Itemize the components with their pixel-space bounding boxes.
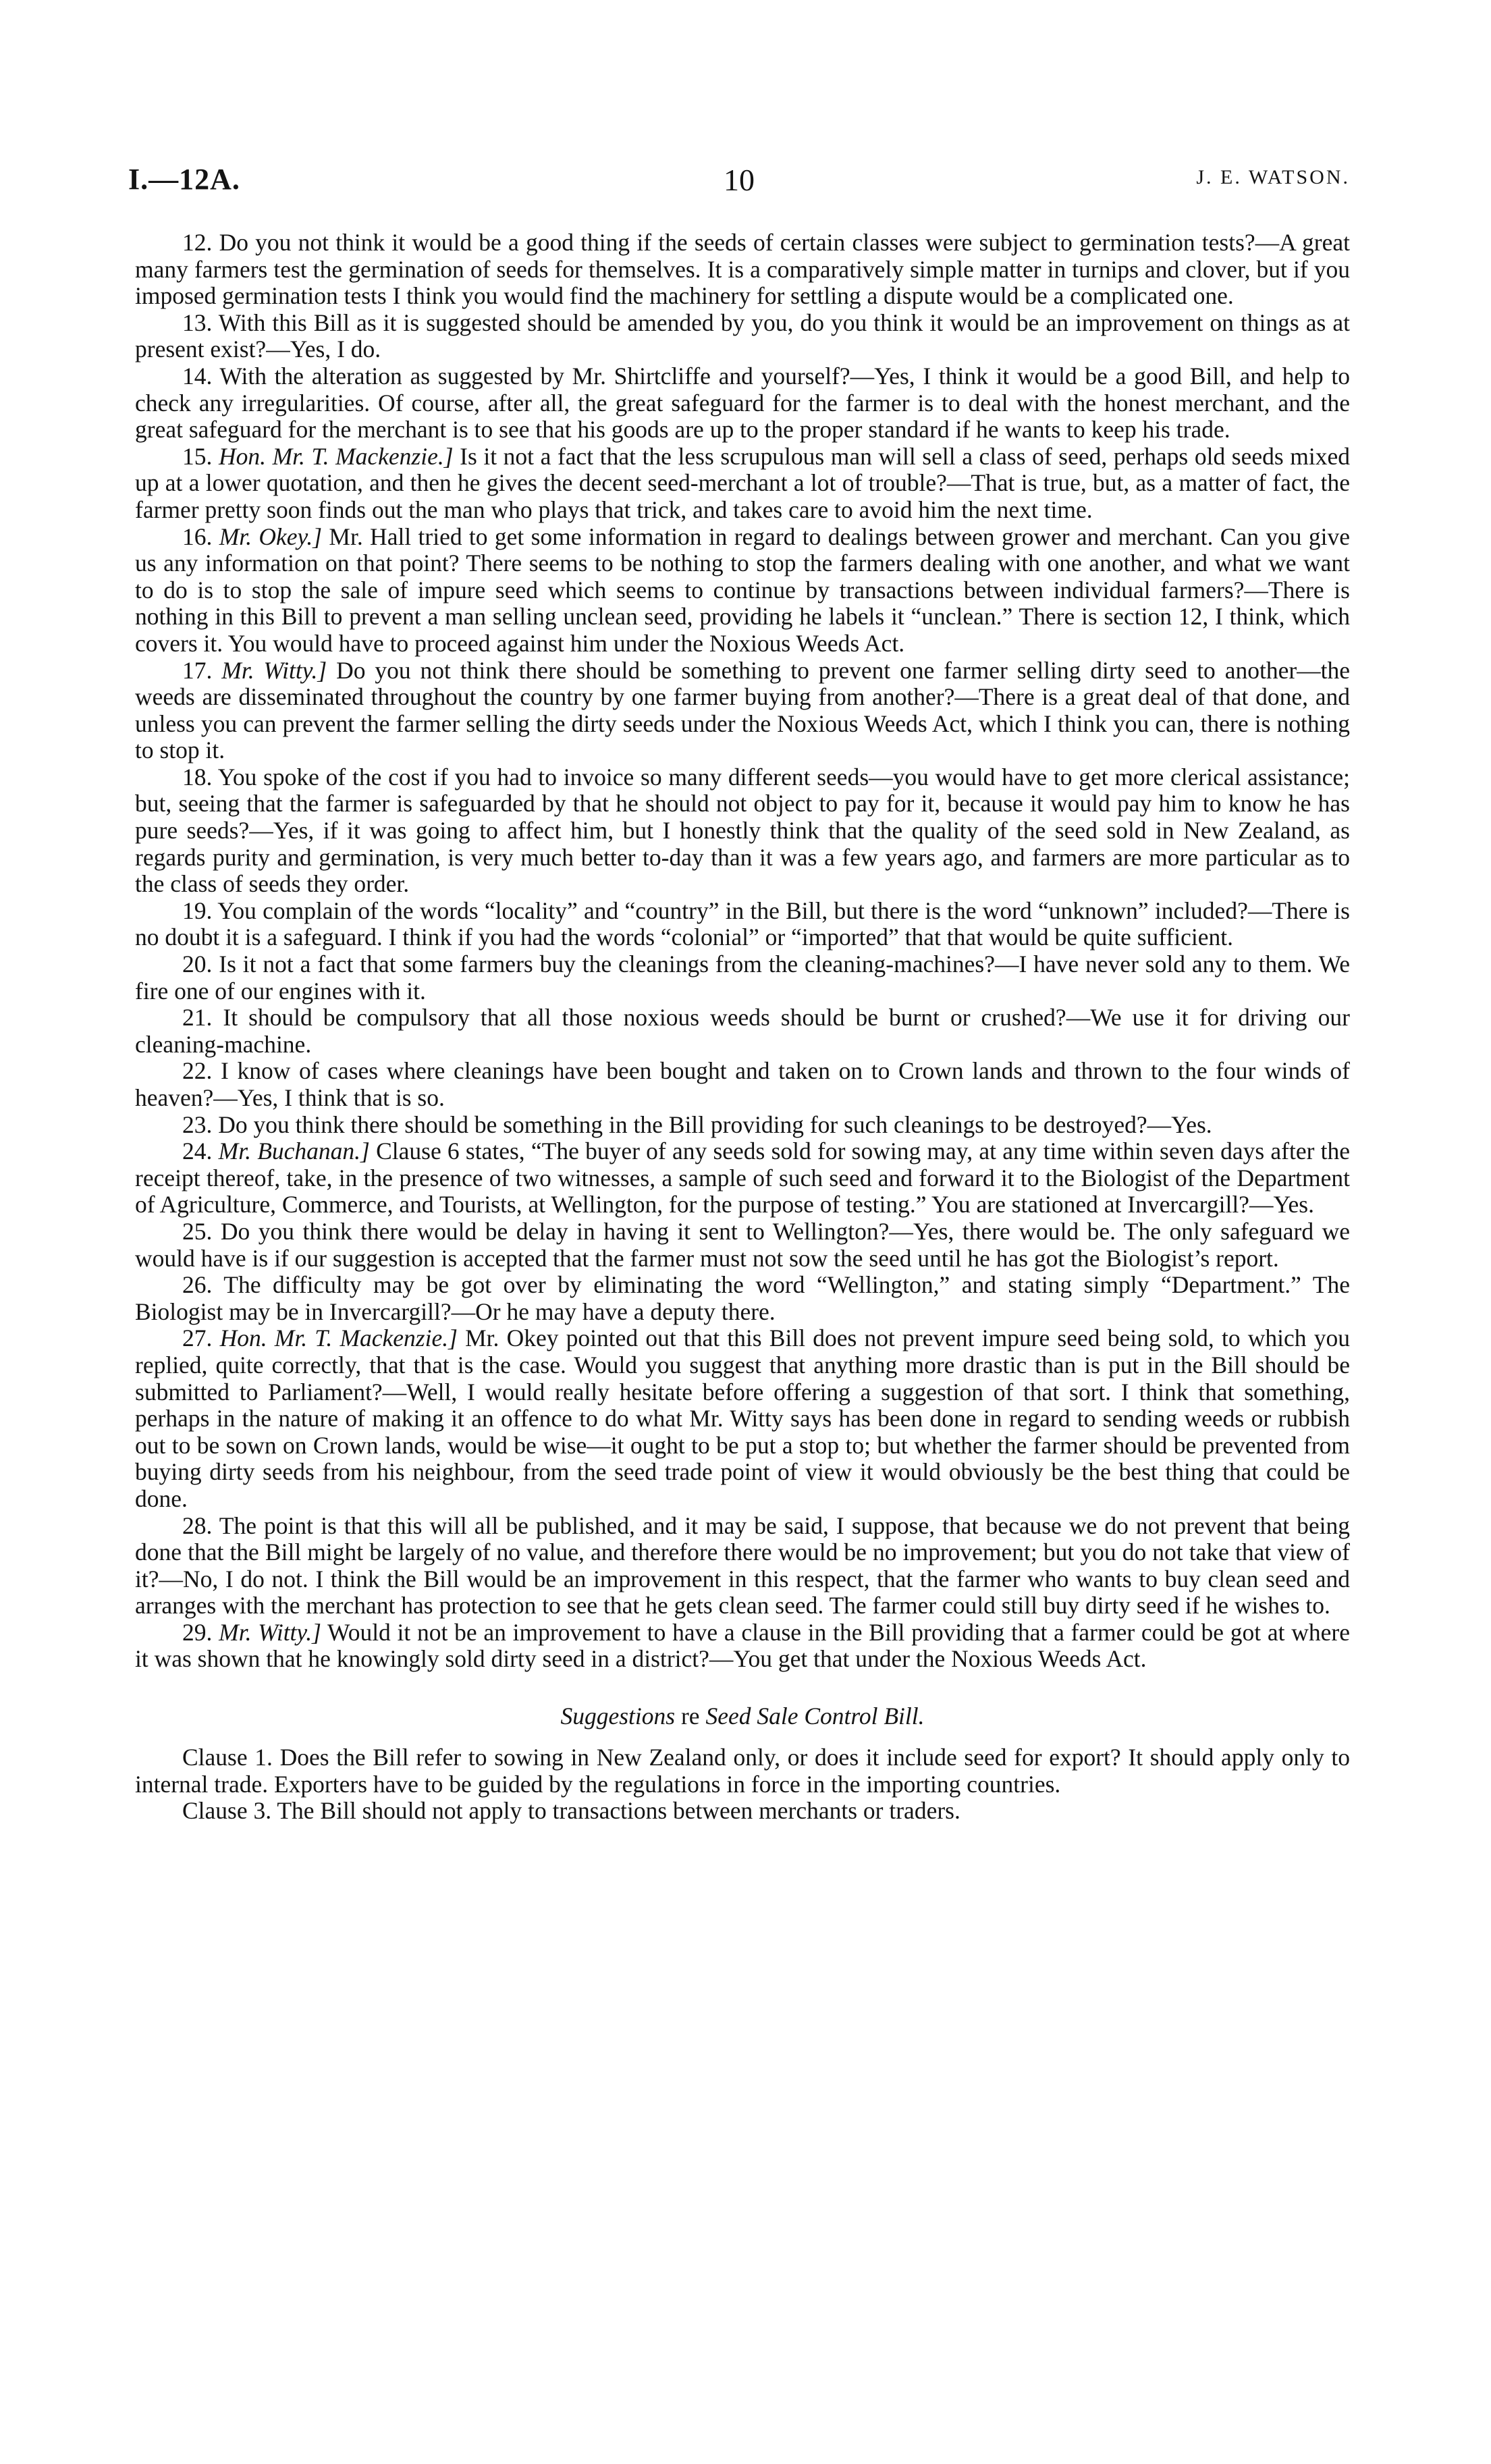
clause-label: Clause 3. <box>182 1797 272 1825</box>
question-paragraph: 27. Hon. Mr. T. Mackenzie.] Mr. Okey pointed out that this Bill does not prevent impure seed being sold, to which you replied, quite correctly, that that is the case. Would you suggest that anything more drastic than is put in the Bill should be submitted to Parliament?—Well, I would really hesitate before offering a suggestion of that sort. I think that something, perhaps in the nature of making it an offence to do what Mr. Witty says has been done in regard to sending weeds or rubbish out to be sown on Crown lands, would be wise—it ought to be put a stop to; but whether the farmer should be prevented from buying dirty seeds from his neighbour, from the seed trade point of view it would obviously be the best thing that could be done. <box>135 1324 1350 1512</box>
clause-paragraph: Clause 3. The Bill should not apply to transactions between merchants or traders. <box>182 1797 960 1825</box>
question-paragraph: 28. The point is that this will all be published, and it may be said, I suppose, that because we do not prevent that being done that the Bill might be largely of no value, and therefore there would be no improvement; but you do not take that view of it?—No, I do not. I think the Bill would be an improvement in this respect, that the farmer who wants to buy clean seed and arranges with the merchant has protection to see that he gets clean seed. The farmer could still buy dirty seed if he wishes to. <box>135 1511 1350 1619</box>
question-paragraph: 17. Mr. Witty.] Do you not think there should be something to prevent one farmer selling dirty seed to another—the weeds are disseminated throughout the country by one farmer buying from another?—There is a great deal of that done, and unless you can prevent the farmer selling the dirty seeds under the Noxious Weeds Act, which I think you can, there is nothing to stop it. <box>135 656 1351 764</box>
question-paragraph: 22. I know of cases where cleanings have been bought and taken on to Crown lands and thrown to the four winds of heaven?—Yes, I think that is so. <box>135 1057 1350 1111</box>
question-paragraph: 29. Mr. Witty.] Would it not be an improvement to have a clause in the Bill providing that a farmer could be got at where it was shown that he knowingly sold dirty seed in a district?—You get that under the Noxious Weeds Act. <box>135 1618 1351 1673</box>
question-paragraph: 21. It should be compulsory that all those noxious weeds should be burnt or crushed?—We use it for driving our cleaning-machine. <box>135 1004 1350 1058</box>
witness-name: J. E. WATSON. <box>1196 166 1350 188</box>
page-number: 10 <box>724 163 755 197</box>
speaker-name: Hon. Mr. T. Mackenzie.] <box>219 1324 458 1352</box>
question-paragraph: 24. Mr. Buchanan.] Clause 6 states, “The buyer of any seeds sold for sowing may, at any time within seven days after the receipt thereof, take, in the presence of two witnesses, a sample of such seed and forward it to the Biologist of the Department of Agriculture, Commerce, and Tourists, at Wellington, for the purpose of testing.” You are stationed at Invercargill?—Yes. <box>135 1137 1351 1218</box>
clause-label: Clause 1. <box>182 1744 273 1771</box>
speaker-name: Mr. Okey.] <box>219 523 323 550</box>
body-text <box>135 230 1350 1825</box>
speaker-name: Mr. Witty.] <box>219 1618 321 1646</box>
question-paragraph: 15. Hon. Mr. T. Mackenzie.] Is it not a fact that the less scrupulous man will sell a class of seed, perhaps old seeds mixed up at a lower quotation, and then he gives the decent seed-merchant a lot of trouble?—That is true, but, as a matter of fact, the farmer pretty soon finds out the man who plays that trick, and takes care to avoid him the next time. <box>135 442 1350 523</box>
speaker-name: Hon. Mr. T. Mackenzie.] <box>218 442 454 470</box>
question-paragraph: 13. With this Bill as it is suggested should be amended by you, do you think it would be an improvement on things as at present exist?—Yes, I do. <box>135 309 1350 363</box>
question-paragraph: 25. Do you think there would be delay in having it sent to Wellington?—Yes, there would be. The only safeguard we would have is if our suggestion is accepted that the farmer must not sow the seed until he has got the Biologist’s report. <box>135 1217 1350 1272</box>
speaker-name: Mr. Witty.] <box>221 656 327 684</box>
speaker-name: Mr. Buchanan.] <box>218 1137 370 1165</box>
question-paragraph: 14. With the alteration as suggested by Mr. Shirtcliffe and yourself?—Yes, I think it would be a good Bill, and help to check any irregularities. Of course, after all, the great safeguard for the farmer is to deal with the honest merchant, and the great safeguard for the merchant is to see that his goods are up to the proper standard if he wants to keep his trade. <box>135 362 1350 444</box>
question-paragraph: 23. Do you think there should be something in the Bill providing for such cleanings to be destroyed?—Yes. <box>182 1110 1212 1138</box>
question-paragraph: 20. Is it not a fact that some farmers buy the cleanings from the cleaning-machines?—I have never sold any to them. We fire one of our engines with it. <box>135 950 1350 1005</box>
question-paragraph: 26. The difficulty may be got over by eliminating the word “Wellington,” and stating simply “Department.” The Biologist may be in Invercargill?—Or he may have a deputy there. <box>135 1271 1350 1325</box>
section-heading: Suggestions re Seed Sale Control Bill. <box>560 1703 925 1730</box>
question-paragraph: 18. You spoke of the cost if you had to invoice so many different seeds—you would have to get more clerical assistance; but, seeing that the farmer is safeguarded by that he should not object to pay for it, because it would pay him to know he has pure seeds?—Yes, if it was going to affect him, but I honestly think that the quality of the seed sold in New Zealand, as regards purity and germination, is very much better to-day than it was a few years ago, and farmers are more particular as to the class of seeds they order. <box>135 763 1350 898</box>
running-header <box>128 162 1350 203</box>
clause-paragraph: Clause 1. Does the Bill refer to sowing in New Zealand only, or does it include seed for export? It should apply only to internal trade. Exporters have to be guided by the regulations in force in the importing countries. <box>135 1744 1351 1798</box>
question-paragraph: 12. Do you not think it would be a good thing if the seeds of certain classes were subject to germination tests?—A great many farmers test the germination of seeds for themselves. It is a comparatively simple matter in turnips and clover, but if you imposed germination tests I think you would find the machinery for settling a dispute would be a complicated one. <box>135 229 1350 310</box>
question-paragraph: 19. You complain of the words “locality” and “country” in the Bill, but there is the word “unknown” included?—There is no doubt it is a safeguard. I think if you had the words “colonial” or “imported” that that would be quite sufficient. <box>135 896 1350 951</box>
question-paragraph: 16. Mr. Okey.] Mr. Hall tried to get some information in regard to dealings between grower and merchant. Can you give us any information on that point? There seems to be nothing to stop the farmers dealing with one another, and what we want to do is to stop the sale of impure seed which seems to continue by transactions between individual farmers?—There is nothing in this Bill to prevent a man selling unclean seed, providing he labels it “unclean.” There is section 12, I think, which covers it. You would have to proceed against him under the Noxious Weeds Act. <box>135 523 1351 657</box>
paper-reference: I.—12A. <box>128 163 240 196</box>
